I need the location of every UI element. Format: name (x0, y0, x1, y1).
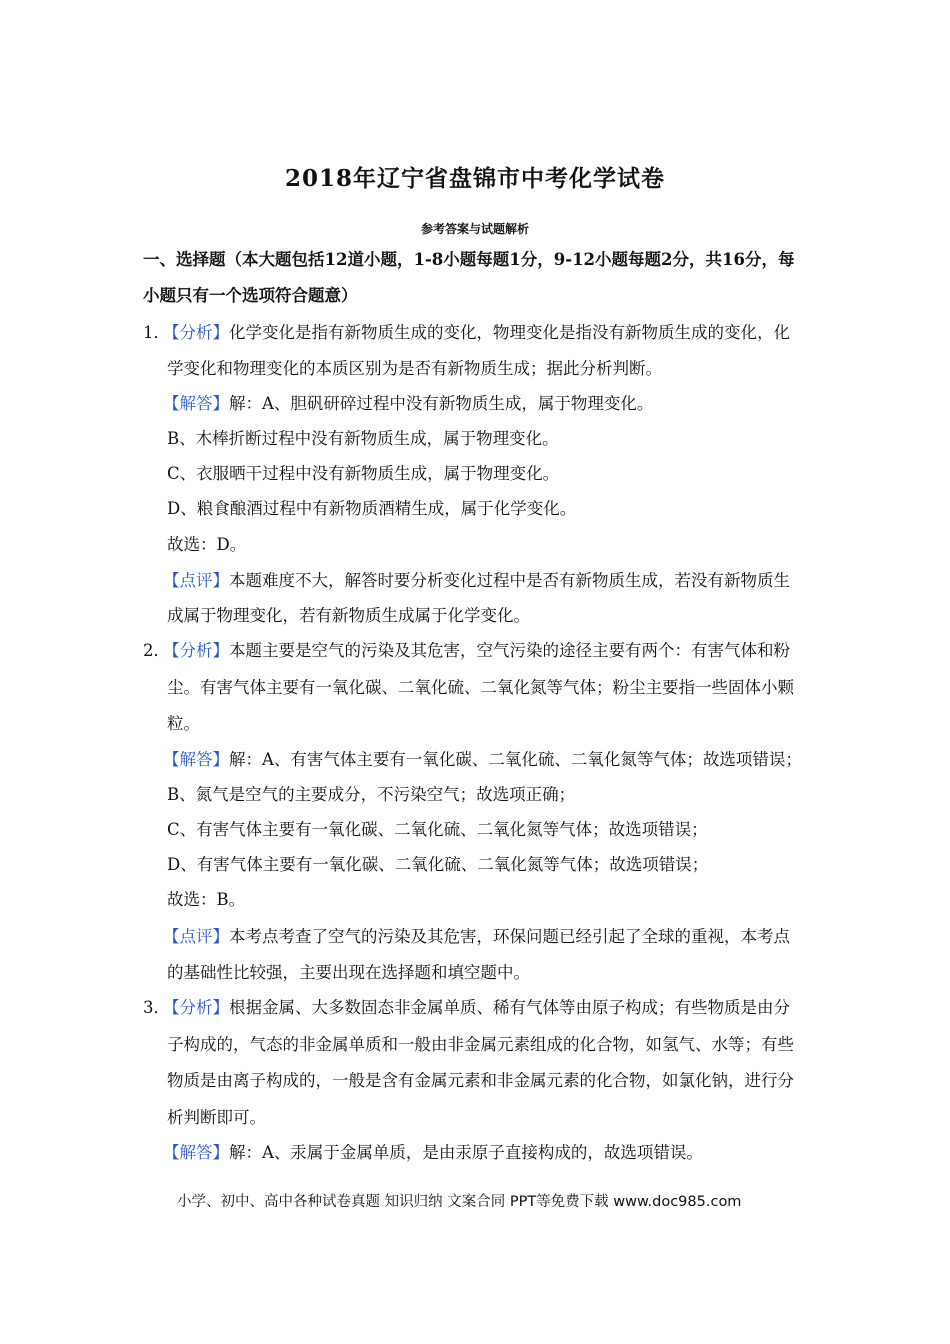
section-heading-line-2: 小题只有一个选项符合题意） (143, 286, 358, 305)
q2-comment-line (163, 926, 790, 948)
q2-analysis-text: 本题主要是空气的污染及其危害，空气污染的途径主要有两个：有害气体和粉 (229, 641, 790, 660)
q2-analysis-line (163, 640, 790, 662)
analysis-tag: 【分析】 (163, 323, 229, 342)
q3-analysis-line-3: 物质是由离子构成的，一般是含有金属元素和非金属元素的化合物，如氯化钠，进行分 (167, 1071, 794, 1090)
page-footer: 小学、初中、高中各种试卷真题 知识归纳 文案合同 PPT等免费下载 www.doc985.com (177, 1194, 742, 1210)
q1-analysis-text: 化学变化是指有新物质生成的变化，物理变化是指没有新物质生成的变化，化 (229, 323, 790, 342)
q2-option-c: C、有害气体主要有一氧化碳、二氧化硫、二氧化氮等气体；故选项错误； (167, 820, 708, 839)
q1-answer-text: 解：A、胆矾研碎过程中没有新物质生成，属于物理变化。 (229, 394, 654, 413)
q1-answer-line (163, 393, 653, 415)
comment-tag: 【点评】 (163, 571, 229, 590)
q1-choice: 故选：D。 (167, 535, 247, 554)
q2-choice: 故选：B。 (167, 890, 246, 909)
question-number: 1． (143, 323, 170, 342)
q1-comment-line (163, 570, 790, 592)
question-number: 2． (143, 641, 170, 660)
page-title: 2018年辽宁省盘锦市中考化学试卷 (284, 165, 665, 192)
question-number: 3． (143, 998, 170, 1017)
answer-tag: 【解答】 (163, 394, 229, 413)
q2-answer-text: 解：A、有害气体主要有一氧化碳、二氧化硫、二氧化氮等气体；故选项错误； (229, 750, 802, 769)
section-heading-line-1: 一、选择题（本大题包括12道小题，1-8小题每题1分，9-12小题每题2分，共16分，每 (143, 250, 795, 269)
q3-analysis-line (163, 997, 790, 1019)
section-heading (143, 242, 815, 314)
q2-comment-text: 本考点考查了空气的污染及其危害，环保问题已经引起了全球的重视，本考点 (229, 927, 790, 946)
q3-analysis-line-2: 子构成的，气态的非金属单质和一般由非金属元素组成的化合物，如氢气、水等；有些 (167, 1035, 794, 1054)
q1-comment-line-2: 成属于物理变化，若有新物质生成属于化学变化。 (167, 606, 530, 625)
comment-tag: 【点评】 (163, 927, 229, 946)
q2-answer-line (163, 749, 802, 771)
q1-option-d: D、粮食酿酒过程中有新物质酒精生成，属于化学变化。 (167, 499, 577, 518)
q2-analysis-line-3: 粒。 (167, 714, 200, 733)
q3-answer-text: 解：A、汞属于金属单质，是由汞原子直接构成的，故选项错误。 (229, 1143, 703, 1162)
answer-tag: 【解答】 (163, 750, 229, 769)
page-subtitle: 参考答案与试题解析 (420, 222, 529, 236)
q3-answer-line (163, 1142, 703, 1164)
answer-tag: 【解答】 (163, 1143, 229, 1162)
q1-analysis-line-2: 学变化和物理变化的本质区别为是否有新物质生成；据此分析判断。 (167, 359, 662, 378)
q2-option-d: D、有害气体主要有一氧化碳、二氧化硫、二氧化氮等气体；故选项错误； (167, 855, 709, 874)
q1-option-c: C、衣服晒干过程中没有新物质生成，属于物理变化。 (167, 464, 560, 483)
q1-option-b: B、木棒折断过程中没有新物质生成，属于物理变化。 (167, 429, 559, 448)
analysis-tag: 【分析】 (163, 998, 229, 1017)
q3-analysis-line-4: 析判断即可。 (167, 1108, 266, 1127)
analysis-tag: 【分析】 (163, 641, 229, 660)
q2-analysis-line-2: 尘。有害气体主要有一氧化碳、二氧化硫、二氧化氮等气体；粉尘主要指一些固体小颗 (167, 678, 794, 697)
q1-analysis-line (163, 322, 790, 344)
q3-analysis-text: 根据金属、大多数固态非金属单质、稀有气体等由原子构成；有些物质是由分 (229, 998, 790, 1017)
q2-option-b: B、氮气是空气的主要成分，不污染空气；故选项正确； (167, 785, 576, 804)
q2-comment-line-2: 的基础性比较强，主要出现在选择题和填空题中。 (167, 963, 530, 982)
q1-comment-text: 本题难度不大，解答时要分析变化过程中是否有新物质生成，若没有新物质生 (229, 571, 790, 590)
